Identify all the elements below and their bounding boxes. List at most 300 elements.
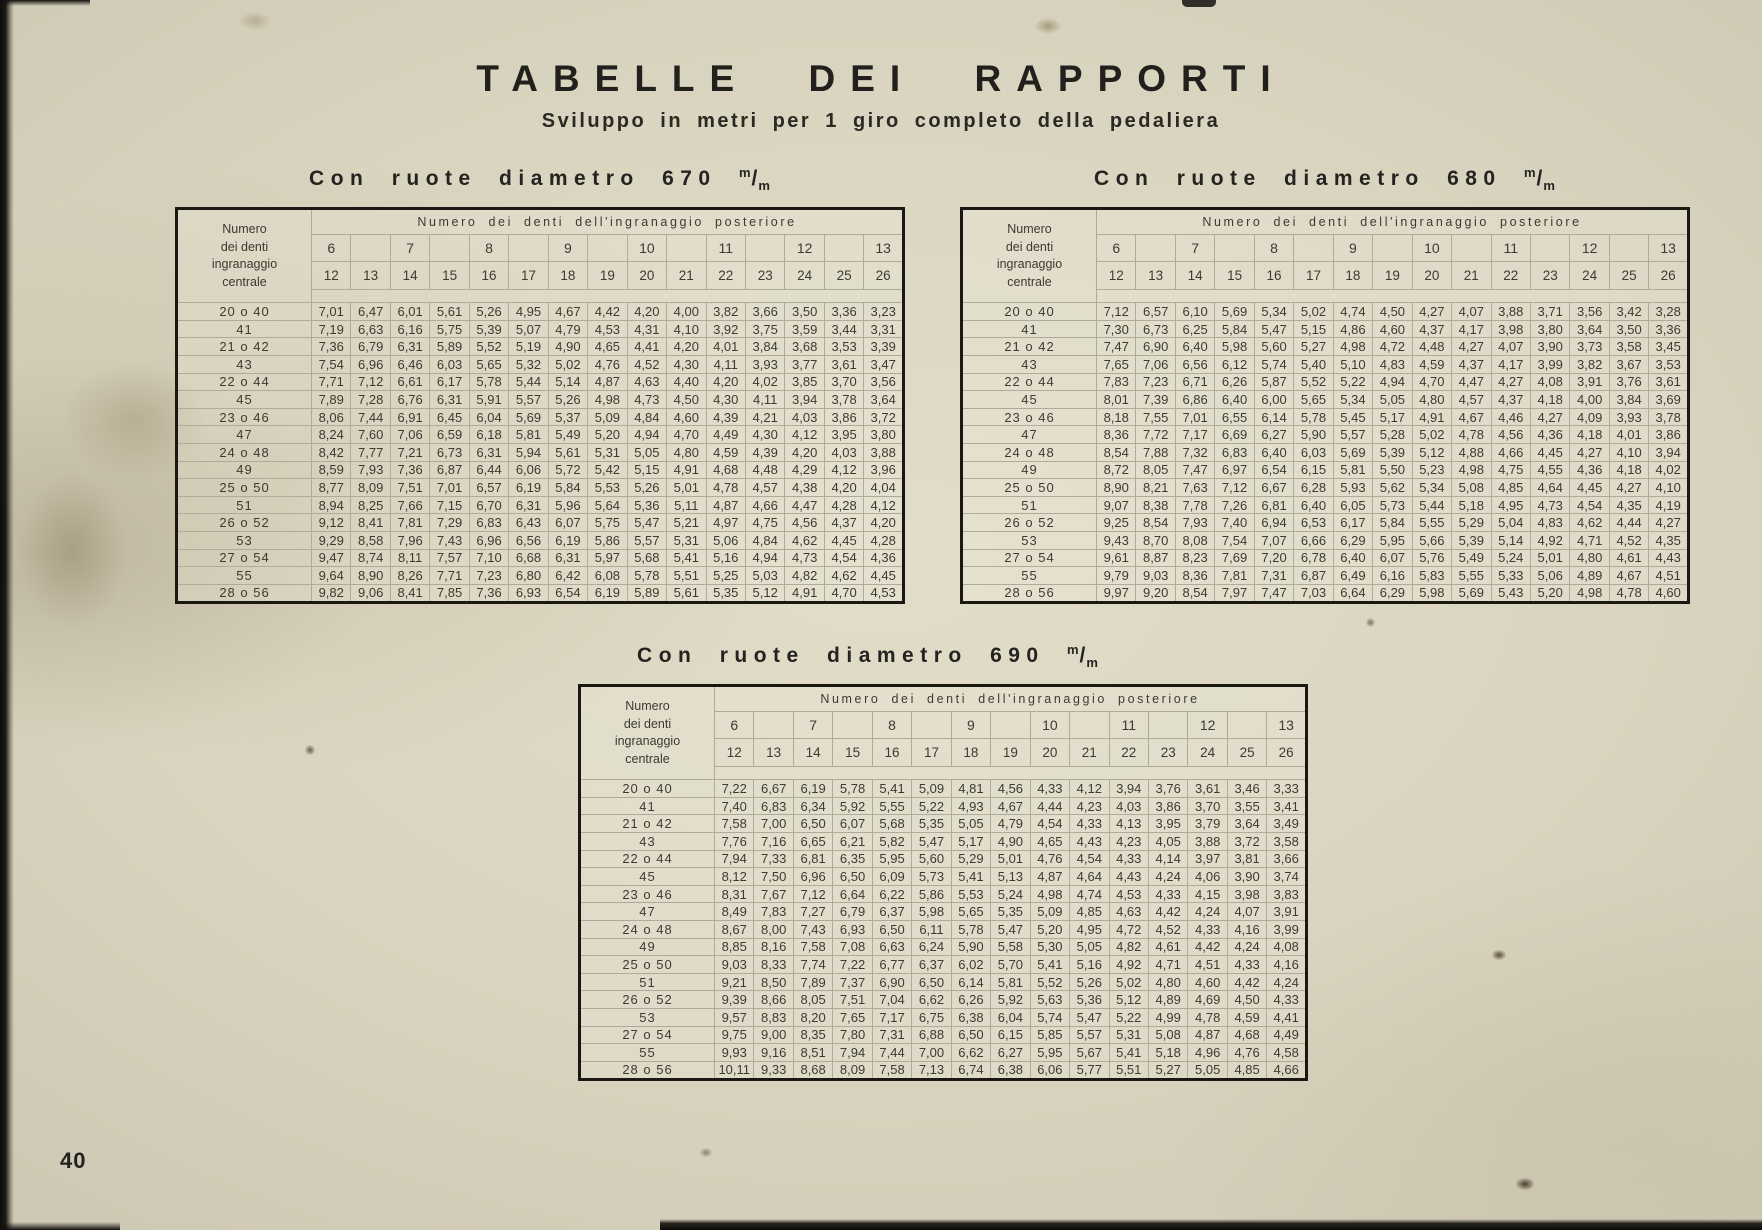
ratio-cell: 4,95 — [1491, 496, 1530, 514]
gear-table-block-690 — [578, 642, 1308, 1081]
ratio-cell: 3,88 — [864, 443, 904, 461]
ratio-cell: 5,28 — [1373, 426, 1412, 444]
teeth-header-cell: 12 — [715, 739, 754, 767]
table-row — [962, 461, 1689, 479]
ratio-cell: 6,25 — [1175, 320, 1214, 338]
ratio-cell: 7,04 — [872, 991, 911, 1009]
table-row — [580, 938, 1307, 956]
ratio-cell: 7,44 — [351, 408, 390, 426]
ratio-cell: 8,49 — [715, 903, 754, 921]
ratio-cell: 4,01 — [706, 338, 745, 356]
ratio-cell: 6,64 — [1333, 584, 1372, 603]
ratio-cell: 6,50 — [872, 920, 911, 938]
table-row — [580, 850, 1307, 868]
ratio-cell: 7,36 — [469, 584, 508, 603]
ratio-cell: 5,98 — [912, 903, 951, 921]
central-teeth-label: 20 o 40 — [962, 303, 1097, 321]
ratio-cell: 4,90 — [991, 832, 1030, 850]
ratio-cell: 7,85 — [430, 584, 469, 603]
ratio-cell: 6,37 — [872, 903, 911, 921]
ratio-cell: 5,24 — [991, 885, 1030, 903]
ratio-cell: 4,67 — [1452, 408, 1491, 426]
ratio-cell: 5,03 — [745, 567, 784, 585]
ratio-cell: 4,42 — [1148, 903, 1187, 921]
central-teeth-label: 47 — [962, 426, 1097, 444]
ratio-cell: 3,47 — [864, 355, 904, 373]
ratio-cell: 6,81 — [1254, 496, 1293, 514]
ratio-cell: 7,83 — [754, 903, 793, 921]
ratio-cell: 4,45 — [1570, 479, 1609, 497]
central-teeth-label: 23 o 46 — [177, 408, 312, 426]
group-header-cell — [1530, 235, 1569, 262]
group-header-cell: 13 — [864, 235, 904, 262]
ratio-cell: 5,12 — [745, 584, 784, 603]
ratio-cell: 5,22 — [1333, 373, 1372, 391]
ratio-cell: 4,18 — [1570, 426, 1609, 444]
ratio-cell: 4,42 — [588, 303, 627, 321]
central-teeth-label: 22 o 44 — [962, 373, 1097, 391]
ratio-cell: 4,79 — [991, 815, 1030, 833]
table-title-diameter: 670 — [662, 167, 717, 190]
ratio-cell: 7,89 — [793, 973, 832, 991]
ratio-cell: 3,36 — [824, 303, 863, 321]
group-header-cell — [1136, 235, 1175, 262]
table-row — [177, 461, 904, 479]
ratio-cell: 7,37 — [833, 973, 872, 991]
ratio-cell: 6,71 — [1175, 373, 1214, 391]
teeth-header-cell: 26 — [864, 262, 904, 290]
ratio-cell: 4,12 — [1070, 780, 1109, 798]
central-teeth-label: 55 — [580, 1044, 715, 1062]
ratio-cell: 4,70 — [667, 426, 706, 444]
ratio-cell: 5,31 — [1109, 1026, 1148, 1044]
ratio-cell: 6,49 — [1333, 567, 1372, 585]
ratio-cell: 5,81 — [509, 426, 548, 444]
ratio-cell: 5,30 — [1030, 938, 1069, 956]
central-teeth-label: 21 o 42 — [580, 815, 715, 833]
ratio-cell: 7,65 — [1097, 355, 1136, 373]
ratio-cell: 7,81 — [390, 514, 429, 532]
ratio-cell: 5,84 — [1215, 320, 1254, 338]
ratio-cell: 4,78 — [706, 479, 745, 497]
ratio-cell: 9,12 — [312, 514, 351, 532]
ratio-cell: 4,72 — [1109, 920, 1148, 938]
ratio-cell: 5,23 — [1412, 461, 1451, 479]
ratio-cell: 8,83 — [754, 1008, 793, 1026]
table-row — [177, 514, 904, 532]
ratio-cell: 5,12 — [1412, 443, 1451, 461]
ratio-cell: 4,50 — [667, 391, 706, 409]
ratio-cell: 5,21 — [667, 514, 706, 532]
ratio-cell: 6,96 — [793, 868, 832, 886]
table-row — [580, 868, 1307, 886]
ratio-cell: 4,85 — [1070, 903, 1109, 921]
ratio-cell: 5,18 — [1452, 496, 1491, 514]
ratio-cell: 5,41 — [1030, 956, 1069, 974]
ratio-cell: 7,63 — [1175, 479, 1214, 497]
group-header-cell: 7 — [390, 235, 429, 262]
ratio-cell: 6,67 — [754, 780, 793, 798]
ratio-cell: 5,55 — [1412, 514, 1451, 532]
group-header-cell: 8 — [872, 712, 911, 739]
ratio-cell: 6,02 — [951, 956, 990, 974]
ratio-cell: 5,93 — [1333, 479, 1372, 497]
ratio-cell: 6,18 — [469, 426, 508, 444]
ratio-cell: 5,70 — [991, 956, 1030, 974]
ratio-cell: 3,98 — [1491, 320, 1530, 338]
ratio-cell: 4,93 — [951, 797, 990, 815]
central-teeth-label: 51 — [962, 496, 1097, 514]
group-header-cell — [912, 712, 951, 739]
ratio-cell: 7,80 — [833, 1026, 872, 1044]
ratio-cell: 8,59 — [312, 461, 351, 479]
ratio-cell: 6,50 — [793, 815, 832, 833]
ratio-cell: 3,59 — [785, 320, 824, 338]
ratio-cell: 6,44 — [469, 461, 508, 479]
ratio-cell: 9,20 — [1136, 584, 1175, 603]
ratio-cell: 4,36 — [1570, 461, 1609, 479]
ratio-cell: 5,02 — [1109, 973, 1148, 991]
ratio-cell: 5,02 — [1294, 303, 1333, 321]
ratio-cell: 4,64 — [1530, 479, 1569, 497]
ratio-cell: 4,61 — [1148, 938, 1187, 956]
ratio-cell: 4,45 — [1530, 443, 1569, 461]
ratio-cell: 5,81 — [991, 973, 1030, 991]
teeth-header-cell: 23 — [1530, 262, 1569, 290]
ratio-cell: 7,19 — [312, 320, 351, 338]
table-row — [580, 1061, 1307, 1080]
central-teeth-label: 45 — [580, 868, 715, 886]
ratio-cell: 3,74 — [1267, 868, 1307, 886]
ratio-cell: 6,21 — [833, 832, 872, 850]
ratio-cell: 4,37 — [1412, 320, 1451, 338]
teeth-header-cell: 14 — [793, 739, 832, 767]
central-teeth-label: 21 o 42 — [177, 338, 312, 356]
ratio-cell: 5,86 — [912, 885, 951, 903]
ratio-cell: 8,94 — [312, 496, 351, 514]
group-header-cell: 6 — [312, 235, 351, 262]
ratio-cell: 5,20 — [588, 426, 627, 444]
ratio-cell: 5,37 — [548, 408, 587, 426]
teeth-header-cell: 17 — [912, 739, 951, 767]
ratio-cell: 4,01 — [1609, 426, 1648, 444]
ratio-cell: 4,28 — [864, 531, 904, 549]
ratio-cell: 3,68 — [785, 338, 824, 356]
ratio-cell: 7,93 — [351, 461, 390, 479]
ratio-cell: 4,70 — [824, 584, 863, 603]
ratio-cell: 3,86 — [824, 408, 863, 426]
central-teeth-label: 55 — [177, 567, 312, 585]
ratio-cell: 6,19 — [793, 780, 832, 798]
ratio-cell: 3,36 — [1649, 320, 1689, 338]
ratio-cell: 5,77 — [1070, 1061, 1109, 1080]
ratio-cell: 4,68 — [1227, 1026, 1266, 1044]
ratio-cell: 7,93 — [1175, 514, 1214, 532]
teeth-header-cell: 22 — [1109, 739, 1148, 767]
ratio-cell: 4,54 — [1070, 850, 1109, 868]
ratio-cell: 7,03 — [1294, 584, 1333, 603]
ratio-cell: 4,94 — [627, 426, 666, 444]
ratio-cell: 3,80 — [864, 426, 904, 444]
ratio-cell: 5,69 — [1452, 584, 1491, 603]
ratio-cell: 4,33 — [1030, 780, 1069, 798]
ratio-cell: 4,78 — [1609, 584, 1648, 603]
teeth-header-cell: 26 — [1649, 262, 1689, 290]
ratio-cell: 3,72 — [864, 408, 904, 426]
ratio-cell: 3,99 — [1530, 355, 1569, 373]
group-header-cell — [1373, 235, 1412, 262]
ratio-cell: 4,37 — [824, 514, 863, 532]
ratio-cell: 6,93 — [833, 920, 872, 938]
page-edge-shadow-left — [0, 0, 14, 1230]
ratio-cell: 4,37 — [1491, 391, 1530, 409]
group-header-cell — [745, 235, 784, 262]
ratio-cell: 4,62 — [1570, 514, 1609, 532]
ratio-cell: 4,65 — [1030, 832, 1069, 850]
ratio-cell: 3,83 — [1267, 885, 1307, 903]
ratio-cell: 5,98 — [1215, 338, 1254, 356]
ratio-cell: 3,71 — [1530, 303, 1569, 321]
ratio-cell: 5,72 — [548, 461, 587, 479]
ratio-cell: 8,05 — [1136, 461, 1175, 479]
ratio-cell: 4,78 — [1452, 426, 1491, 444]
ratio-cell: 4,92 — [1109, 956, 1148, 974]
teeth-header-cell: 25 — [824, 262, 863, 290]
ratio-cell: 6,26 — [1215, 373, 1254, 391]
central-teeth-label: 26 o 52 — [962, 514, 1097, 532]
ratio-cell: 5,20 — [1530, 584, 1569, 603]
ratio-cell: 5,52 — [1294, 373, 1333, 391]
ratio-cell: 3,86 — [1649, 426, 1689, 444]
ratio-cell: 5,65 — [951, 903, 990, 921]
ratio-cell: 6,97 — [1215, 461, 1254, 479]
ratio-cell: 6,69 — [1215, 426, 1254, 444]
table-title-690 — [578, 642, 1308, 670]
teeth-header-cell: 16 — [469, 262, 508, 290]
ratio-cell: 8,36 — [1097, 426, 1136, 444]
ratio-cell: 7,36 — [312, 338, 351, 356]
ratio-cell: 4,12 — [785, 426, 824, 444]
ratio-cell: 5,22 — [912, 797, 951, 815]
gear-table-block-670 — [175, 165, 905, 604]
ratio-cell: 5,42 — [588, 461, 627, 479]
ratio-cell: 5,76 — [1412, 549, 1451, 567]
ratio-cell: 8,31 — [715, 885, 754, 903]
central-teeth-label: 24 o 48 — [177, 443, 312, 461]
ratio-cell: 7,58 — [715, 815, 754, 833]
ratio-cell: 5,40 — [1294, 355, 1333, 373]
ratio-cell: 5,18 — [1148, 1044, 1187, 1062]
ratio-cell: 7,12 — [1215, 479, 1254, 497]
ratio-cell: 3,41 — [1267, 797, 1307, 815]
ratio-cell: 3,93 — [745, 355, 784, 373]
central-teeth-label: 43 — [580, 832, 715, 850]
ratio-cell: 5,47 — [1070, 1008, 1109, 1026]
ratio-cell: 4,10 — [1649, 479, 1689, 497]
ratio-cell: 9,57 — [715, 1008, 754, 1026]
ratio-cell: 5,98 — [1412, 584, 1451, 603]
ratio-cell: 3,70 — [1188, 797, 1227, 815]
ratio-cell: 8,21 — [1136, 479, 1175, 497]
central-teeth-label: 47 — [580, 903, 715, 921]
ratio-cell: 3,85 — [785, 373, 824, 391]
ratio-cell: 4,20 — [706, 373, 745, 391]
ratio-cell: 5,39 — [1373, 443, 1412, 461]
central-teeth-label: 43 — [962, 355, 1097, 373]
ratio-cell: 4,88 — [1452, 443, 1491, 461]
teeth-header-cell: 21 — [1452, 262, 1491, 290]
table-row — [177, 496, 904, 514]
paper-speck — [1516, 1178, 1534, 1190]
teeth-header-cell: 19 — [588, 262, 627, 290]
table-row — [177, 443, 904, 461]
ratio-cell: 7,40 — [715, 797, 754, 815]
ratio-cell: 4,51 — [1649, 567, 1689, 585]
central-teeth-label: 53 — [580, 1008, 715, 1026]
ratio-cell: 6,19 — [509, 479, 548, 497]
ratio-cell: 3,75 — [745, 320, 784, 338]
ratio-cell: 6,67 — [1254, 479, 1293, 497]
paper-speck — [1492, 950, 1506, 960]
ratio-cell: 3,88 — [1491, 303, 1530, 321]
ratio-cell: 8,68 — [793, 1061, 832, 1080]
table-row — [962, 514, 1689, 532]
ratio-cell: 3,98 — [1227, 885, 1266, 903]
ratio-cell: 4,41 — [1267, 1008, 1307, 1026]
ratio-cell: 6,15 — [1294, 461, 1333, 479]
ratio-cell: 4,44 — [1030, 797, 1069, 815]
ratio-cell: 4,98 — [1452, 461, 1491, 479]
table-row — [177, 355, 904, 373]
ratio-cell: 3,93 — [1609, 408, 1648, 426]
ratio-cell: 6,31 — [548, 549, 587, 567]
table-row — [580, 815, 1307, 833]
ratio-cell: 7,60 — [351, 426, 390, 444]
ratio-cell: 9,79 — [1097, 567, 1136, 585]
teeth-header-cell: 21 — [667, 262, 706, 290]
ratio-cell: 3,61 — [1649, 373, 1689, 391]
group-header-cell — [1294, 235, 1333, 262]
ratio-cell: 6,65 — [793, 832, 832, 850]
ratio-cell: 9,21 — [715, 973, 754, 991]
group-header-cell — [1070, 712, 1109, 739]
ratio-cell: 3,73 — [1570, 338, 1609, 356]
ratio-cell: 4,98 — [1333, 338, 1372, 356]
table-row — [962, 408, 1689, 426]
ratio-cell: 5,69 — [509, 408, 548, 426]
ratio-cell: 4,07 — [1491, 338, 1530, 356]
ratio-cell: 8,51 — [793, 1044, 832, 1062]
ratio-cell: 4,61 — [1609, 549, 1648, 567]
ratio-cell: 3,23 — [864, 303, 904, 321]
ratio-cell: 5,47 — [912, 832, 951, 850]
ratio-cell: 3,55 — [1227, 797, 1266, 815]
ratio-cell: 3,96 — [864, 461, 904, 479]
ratio-cell: 4,11 — [706, 355, 745, 373]
ratio-cell: 5,57 — [1333, 426, 1372, 444]
ratio-cell: 5,34 — [1254, 303, 1293, 321]
ratio-cell: 6,63 — [872, 938, 911, 956]
ratio-cell: 5,27 — [1294, 338, 1333, 356]
central-teeth-label: 20 o 40 — [177, 303, 312, 321]
ratio-cell: 9,00 — [754, 1026, 793, 1044]
ratio-cell: 4,06 — [1188, 868, 1227, 886]
ratio-cell: 4,17 — [1452, 320, 1491, 338]
unit-mm: $^m/_m$ — [738, 165, 771, 194]
ratio-cell: 5,35 — [991, 903, 1030, 921]
ratio-cell: 9,61 — [1097, 549, 1136, 567]
ratio-cell: 6,83 — [1215, 443, 1254, 461]
ratio-cell: 6,03 — [430, 355, 469, 373]
ratio-cell: 4,21 — [745, 408, 784, 426]
ratio-cell: 7,06 — [1136, 355, 1175, 373]
teeth-header-cell: 23 — [1148, 739, 1187, 767]
ratio-cell: 4,39 — [706, 408, 745, 426]
ratio-cell: 5,08 — [1148, 1026, 1187, 1044]
ratio-cell: 4,87 — [588, 373, 627, 391]
ratio-cell: 5,61 — [548, 443, 587, 461]
teeth-header-cell: 16 — [872, 739, 911, 767]
ratio-cell: 4,98 — [588, 391, 627, 409]
ratio-cell: 4,27 — [1530, 408, 1569, 426]
ratio-cell: 8,42 — [312, 443, 351, 461]
group-header-cell: 12 — [785, 235, 824, 262]
ratio-cell: 5,05 — [627, 443, 666, 461]
ratio-cell: 4,03 — [824, 443, 863, 461]
ratio-cell: 4,58 — [1267, 1044, 1307, 1062]
ratio-cell: 5,41 — [872, 780, 911, 798]
teeth-header-cell: 13 — [1136, 262, 1175, 290]
ratio-cell: 4,99 — [1148, 1008, 1187, 1026]
ratio-cell: 6,00 — [1254, 391, 1293, 409]
ratio-cell: 7,66 — [390, 496, 429, 514]
ratio-cell: 6,68 — [509, 549, 548, 567]
ratio-cell: 3,84 — [745, 338, 784, 356]
ratio-cell: 4,39 — [745, 443, 784, 461]
ratio-cell: 5,89 — [430, 338, 469, 356]
ratio-cell: 5,22 — [1109, 1008, 1148, 1026]
ratio-cell: 7,33 — [754, 850, 793, 868]
ratio-cell: 7,89 — [312, 391, 351, 409]
ratio-cell: 4,35 — [1649, 531, 1689, 549]
ratio-cell: 7,58 — [793, 938, 832, 956]
ratio-cell: 6,73 — [430, 443, 469, 461]
table-row — [962, 567, 1689, 585]
ratio-cell: 6,07 — [1373, 549, 1412, 567]
ratio-cell: 3,82 — [706, 303, 745, 321]
ratio-cell: 4,33 — [1109, 850, 1148, 868]
ratio-cell: 4,56 — [785, 514, 824, 532]
table-row — [177, 373, 904, 391]
ratio-cell: 4,40 — [667, 373, 706, 391]
table-row — [580, 903, 1307, 921]
ratio-cell: 6,29 — [1333, 531, 1372, 549]
ratio-cell: 4,76 — [588, 355, 627, 373]
ratio-cell: 3,95 — [1148, 815, 1187, 833]
central-teeth-label: 25 o 50 — [580, 956, 715, 974]
ratio-cell: 5,92 — [833, 797, 872, 815]
ratio-cell: 4,83 — [1373, 355, 1412, 373]
ratio-cell: 4,23 — [1109, 832, 1148, 850]
ratio-cell: 5,36 — [1070, 991, 1109, 1009]
ratio-cell: 4,19 — [1649, 496, 1689, 514]
teeth-header-cell: 20 — [1030, 739, 1069, 767]
ratio-cell: 5,61 — [430, 303, 469, 321]
ratio-cell: 7,23 — [1136, 373, 1175, 391]
ratio-cell: 7,10 — [469, 549, 508, 567]
ratio-cell: 5,95 — [1373, 531, 1412, 549]
ratio-cell: 5,81 — [1333, 461, 1372, 479]
